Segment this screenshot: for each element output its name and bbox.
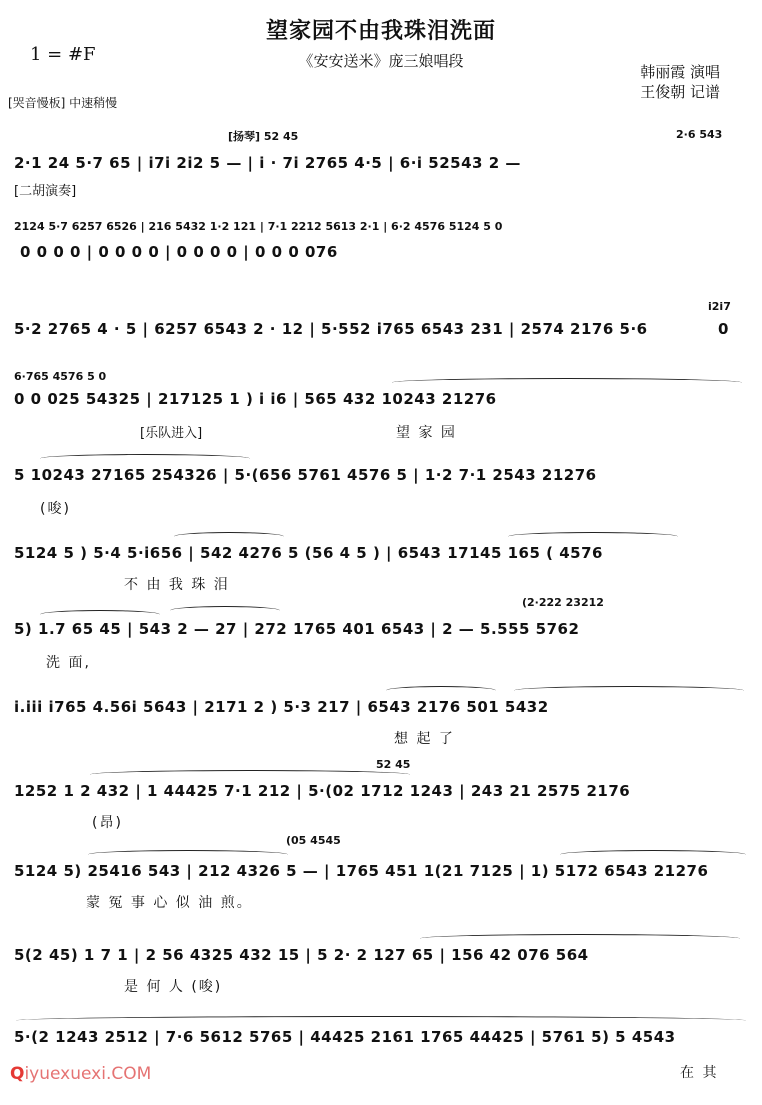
lyric-line: 洗 面, — [46, 655, 91, 671]
slur-arc — [170, 606, 280, 615]
notation-line: i2i7 — [708, 300, 731, 313]
notation-line: 5124 5 ) 5·4 5·i656 | 542 4276 5 (56 4 5 ) | 6543 17145 165 ( 4576 — [14, 544, 603, 562]
slur-arc — [90, 770, 410, 779]
notation-line: 5·(2 1243 2512 | 7·6 5612 5765 | 44425 2161 1765 44425 | 5761 5) 5 4543 — [14, 1028, 676, 1046]
notation-line: 2·6 543 — [676, 128, 723, 141]
slur-arc — [40, 454, 250, 463]
notation-line: 0 0 025 54325 | 217125 1 ) i i6 | 565 432 10243 21276 — [14, 390, 497, 408]
slur-arc — [16, 1016, 746, 1025]
watermark-rest: iyuexuexi.COM — [24, 1064, 152, 1084]
page-subtitle: 《安安送米》庞三娘唱段 — [298, 52, 464, 70]
notation-line: 2124 5·7 6257 6526 | 216 5432 1·2 121 | 7·1 2212 5613 2·1 | 6·2 4576 5124 5 0 — [14, 220, 503, 233]
credits — [640, 62, 720, 102]
tempo-marking: [哭音慢板] 中速稍慢 — [8, 96, 118, 110]
notation-line: 0 0 0 0 | 0 0 0 0 | 0 0 0 0 | 0 0 0 076 — [20, 243, 338, 261]
notation-line: [扬琴] 52 45 — [228, 130, 299, 143]
lyric-line: 不 由 我 珠 泪 — [124, 577, 230, 593]
notation-line: 2·1 24 5·7 65 | i7i 2i2 5 — | i · 7i 2765 4·5 | 6·i 52543 2 — — [14, 154, 521, 172]
notation-line: (05 4545 — [286, 834, 341, 847]
notation-line: 5·2 2765 4 · 5 | 6257 6543 2 · 12 | 5·552 i765 6543 231 | 2574 2176 5·6 — [14, 320, 648, 338]
page-title: 望家园不由我珠泪洗面 — [265, 19, 496, 44]
annotation: [二胡演奏] — [14, 184, 77, 199]
notation-line: 5 10243 27165 254326 | 5·(656 5761 4576 5 | 1·2 7·1 2543 21276 — [14, 466, 597, 484]
watermark-q: Q — [10, 1064, 25, 1084]
slur-arc — [560, 850, 746, 859]
slur-arc — [386, 686, 496, 695]
notation-line: 5(2 45) 1 7 1 | 2 56 4325 432 15 | 5 2· 2 127 65 | 156 42 076 564 — [14, 946, 589, 964]
slur-arc — [508, 532, 678, 541]
notation-line: (2·222 23212 — [522, 596, 604, 609]
lyric-line: 是 何 人 (唆) — [124, 979, 223, 995]
key-signature: 1 = #F — [30, 44, 96, 65]
slur-arc — [40, 610, 160, 619]
lyric-line: 想 起 了 — [394, 731, 455, 747]
lyric-line: 蒙 冤 事 心 似 油 煎。 — [86, 895, 253, 911]
notation-line: 1252 1 2 432 | 1 44425 7·1 212 | 5·(02 1712 1243 | 243 21 2575 2176 — [14, 782, 631, 800]
slur-arc — [514, 686, 744, 695]
performer-credit: 韩丽霞 演唱 — [640, 63, 720, 81]
notation-line: 0 — [718, 320, 729, 338]
notation-line: 5124 5) 25416 543 | 212 4326 5 — | 1765 451 1(21 7125 | 1) 5172 6543 21276 — [14, 862, 709, 880]
notation-line: 6·765 4576 5 0 — [14, 370, 107, 383]
lyric-line: (昂) — [92, 815, 123, 831]
notation-line: 52 45 — [376, 758, 411, 771]
lyric-line: 望 家 园 — [396, 425, 457, 441]
slur-arc — [174, 532, 284, 541]
slur-arc — [88, 850, 288, 859]
watermark — [10, 1064, 151, 1084]
lyric-line: 在 其 — [680, 1065, 719, 1081]
lyric-line: (唆) — [40, 501, 71, 517]
slur-arc — [420, 934, 740, 943]
notator-credit: 王俊朝 记谱 — [640, 83, 720, 101]
notation-line: 5) 1.7 65 45 | 543 2 — 27 | 272 1765 401 6543 | 2 — 5.555 5762 — [14, 620, 580, 638]
annotation: [乐队进入] — [140, 426, 203, 441]
notation-line: i.iii i765 4.56i 5643 | 2171 2 ) 5·3 217 | 6543 2176 501 5432 — [14, 698, 549, 716]
slur-arc — [392, 378, 742, 387]
